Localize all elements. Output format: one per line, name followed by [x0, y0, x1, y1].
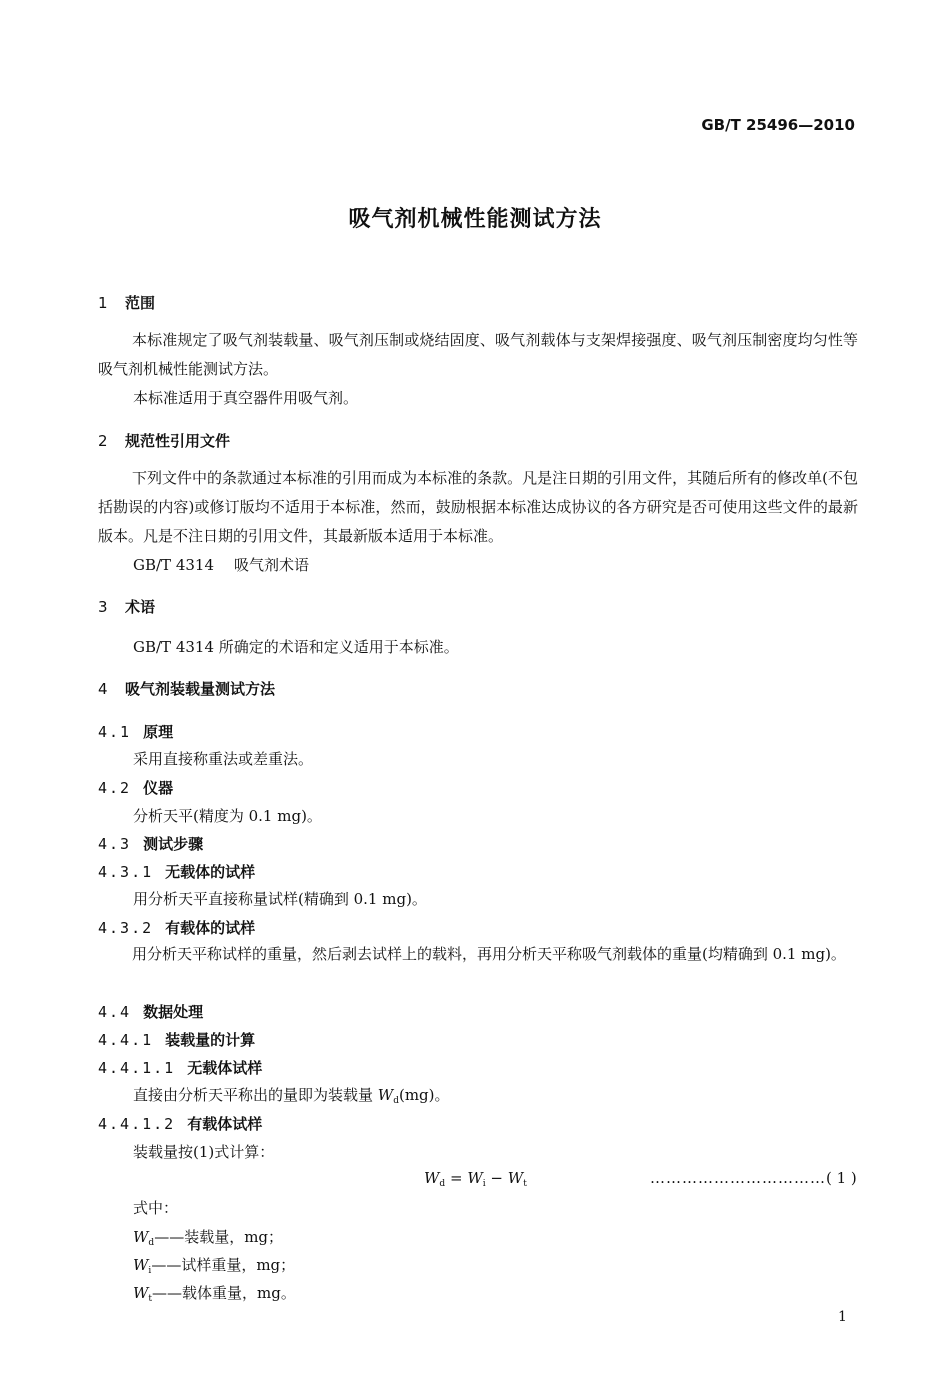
- formula-operator: =: [449, 1169, 463, 1187]
- formula: [424, 1169, 527, 1189]
- where-description: ——装载量，mg；: [154, 1228, 284, 1246]
- text-fragment: (mg)。: [398, 1086, 450, 1104]
- formula-symbol: W: [467, 1169, 483, 1187]
- section-title: 吸气剂装载量测试方法: [125, 680, 276, 698]
- section-1-paragraph-1: 本标准规定了吸气剂装载量、吸气剂压制或烧结固度、吸气剂载体与支架焊接强度、吸气剂压制密度均匀性等吸气剂机械性能测试方法。: [98, 331, 858, 378]
- section-4-3-1-text: 用分析天平直接称量试样(精确到 0.1 mg)。: [133, 890, 427, 908]
- document-title: 吸气剂机械性能测试方法: [348, 207, 602, 232]
- section-number: 4.3.1: [98, 863, 154, 881]
- section-number: 4.3.2: [98, 919, 154, 937]
- formula-symbol: W: [133, 1228, 149, 1246]
- section-title: 有载体试样: [187, 1115, 263, 1133]
- section-4-3-heading: [98, 833, 203, 854]
- formula-subscript: d: [439, 1179, 446, 1189]
- section-4-4-1-1-heading: [98, 1057, 262, 1078]
- formula-symbol: W: [424, 1169, 440, 1187]
- section-number: 4.4.1.1: [98, 1059, 176, 1077]
- where-label: 式中：: [133, 1199, 179, 1217]
- section-number: 4: [98, 680, 108, 698]
- section-number: 4.2: [98, 779, 132, 797]
- leader-dots: ……………………………: [650, 1169, 826, 1187]
- formula-subscript: t: [523, 1179, 527, 1189]
- section-title: 测试步骤: [143, 835, 204, 853]
- section-number: 4.4.1.2: [98, 1115, 176, 1133]
- section-4-heading: [98, 678, 275, 699]
- section-3-paragraph-1: GB/T 4314 所确定的术语和定义适用于本标准。: [133, 638, 459, 656]
- section-title: 原理: [143, 723, 174, 741]
- reference-title: 吸气剂术语: [234, 556, 310, 574]
- text-fragment: 直接由分析天平称出的量即为装载量: [133, 1086, 374, 1104]
- section-title: 规范性引用文件: [125, 432, 231, 450]
- section-title: 有载体的试样: [165, 919, 256, 937]
- section-3-heading: [98, 596, 155, 617]
- section-number: 2: [98, 432, 108, 450]
- section-4-4-heading: [98, 1001, 203, 1022]
- section-title: 术语: [125, 598, 156, 616]
- section-number: 4.4.1: [98, 1031, 154, 1049]
- page-number: 1: [838, 1309, 847, 1325]
- section-2-heading: [98, 430, 230, 451]
- formula-symbol: W: [507, 1169, 524, 1187]
- where-item: [133, 1282, 296, 1304]
- where-description: ——载体重量，mg。: [152, 1284, 296, 1302]
- section-title: 仪器: [143, 779, 174, 797]
- formula-subscript: i: [148, 1266, 152, 1276]
- section-number: 4.1: [98, 723, 132, 741]
- formula-subscript: i: [482, 1179, 486, 1189]
- section-4-2-heading: [98, 777, 173, 798]
- reference-entry: [133, 554, 309, 575]
- section-1-heading: [98, 292, 155, 313]
- formula-symbol: W: [133, 1284, 149, 1302]
- section-4-4-1-2-heading: [98, 1113, 262, 1134]
- formula-subscript: d: [148, 1238, 155, 1248]
- section-title: 范围: [125, 294, 156, 312]
- formula-symbol: W: [133, 1256, 149, 1274]
- where-item: [133, 1226, 283, 1248]
- section-1-paragraph-2: 本标准适用于真空器件用吸气剂。: [133, 389, 359, 407]
- formula-operator: −: [490, 1169, 503, 1187]
- formula-subscript: t: [148, 1294, 153, 1304]
- section-4-2-text: 分析天平(精度为 0.1 mg)。: [133, 807, 322, 825]
- section-4-3-1-heading: [98, 861, 255, 882]
- section-number: 3: [98, 598, 108, 616]
- section-4-4-1-1-text: [133, 1084, 450, 1106]
- section-number: 1: [98, 294, 108, 312]
- section-4-1-text: 采用直接称重法或差重法。: [133, 750, 314, 768]
- standard-number: GB/T 25496—2010: [701, 116, 855, 134]
- section-4-3-2-text: 用分析天平称试样的重量，然后剥去试样上的载料，再用分析天平称吸气剂载体的重量(均精确到 0.1 mg)。: [132, 945, 846, 963]
- section-4-3-2-heading: [98, 917, 255, 938]
- equation-number: [650, 1169, 857, 1187]
- section-4-1-heading: [98, 721, 173, 742]
- section-number: 4.3: [98, 835, 132, 853]
- section-title: 数据处理: [143, 1003, 204, 1021]
- section-title: 装载量的计算: [165, 1031, 256, 1049]
- section-4-4-1-2-text: 装载量按(1)式计算：: [133, 1143, 275, 1161]
- equation-label: ( 1 ): [826, 1169, 857, 1187]
- symbol: W: [377, 1086, 394, 1104]
- symbol-subscript: d: [393, 1096, 399, 1106]
- section-title: 无载体的试样: [165, 863, 256, 881]
- where-item: [133, 1254, 295, 1276]
- where-description: ——试样重量，mg；: [151, 1256, 296, 1274]
- section-title: 无载体试样: [187, 1059, 263, 1077]
- section-4-4-1-heading: [98, 1029, 255, 1050]
- reference-code: GB/T 4314: [133, 556, 215, 574]
- section-2-paragraph-1: 下列文件中的条款通过本标准的引用而成为本标准的条款。凡是注日期的引用文件，其随后所有的修改单(不包括勘误的内容)或修订版均不适用于本标准，然而，鼓励根据本标准达成协议的各方研究是否可使用这些文件的最新版本。凡是不注日期的引用文件，其最新版本适用于本标准。: [98, 469, 858, 545]
- section-number: 4.4: [98, 1003, 132, 1021]
